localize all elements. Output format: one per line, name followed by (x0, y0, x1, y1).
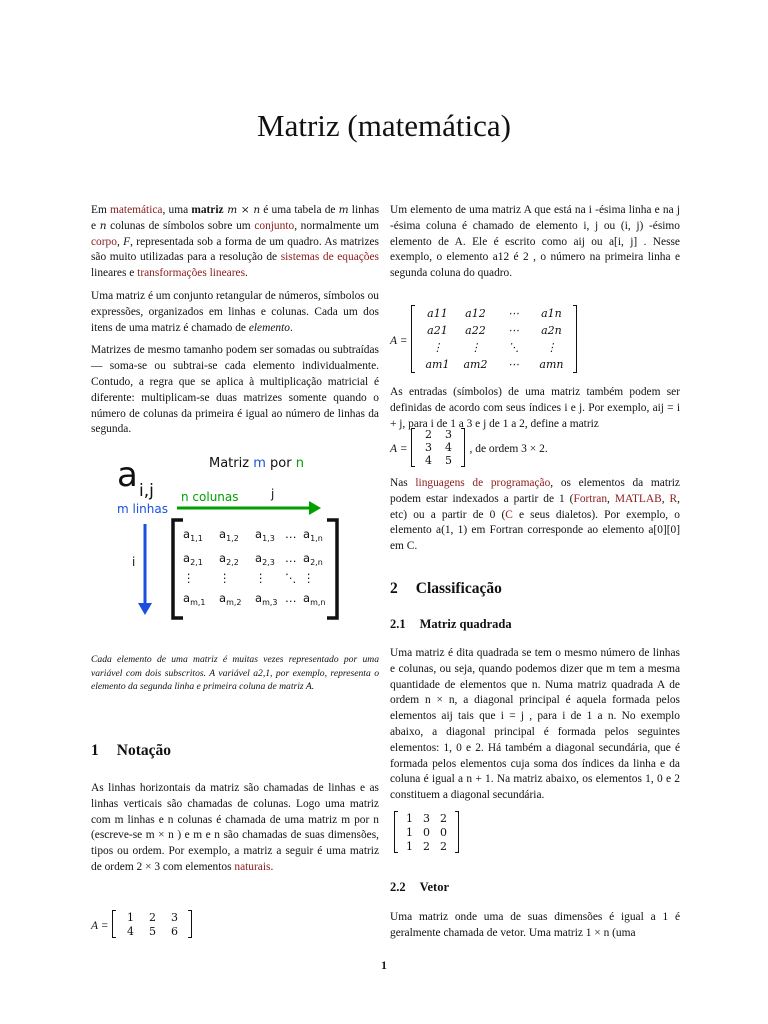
m32-cell: 4 (424, 454, 432, 467)
fig-entry: $a_{2,2}$ (219, 551, 239, 567)
figure-caption: Cada elemento de uma matriz é muitas vezes representado por uma variável com dois subscritos. A variável a2,1, por exemplo, representa o elemento da segunda linha e primeira coluna de matriz A. (91, 654, 379, 692)
fig-entry: $a_{m,1}$ (183, 591, 206, 607)
m33-cell: 3 (423, 811, 430, 825)
m33-cell: 1 (406, 811, 413, 825)
mgen-cell: a11 (427, 307, 448, 320)
fig-entry: ⋮ (303, 571, 315, 585)
fig-entry: ⋮ (255, 571, 267, 585)
link-linguagens[interactable]: linguagens de programação (415, 477, 551, 489)
m33-cell: 0 (440, 825, 447, 839)
fig-matrix-entries (183, 527, 325, 607)
fig-entry: $a_{2,3}$ (255, 551, 275, 567)
fig-entry: … (285, 551, 297, 565)
gen-eq-label: A = (390, 334, 408, 347)
fig-entry: … (285, 591, 297, 605)
m33-cell: 2 (440, 811, 447, 825)
link-transformacoes-lineares[interactable]: transformações lineares (137, 267, 246, 280)
mgen-cell: ⋮ (431, 341, 443, 354)
link-c[interactable]: C (505, 508, 513, 521)
m23-cell: 2 (148, 910, 156, 924)
operations-paragraph: Matrizes de mesmo tamanho podem ser somadas ou subtraídas — soma-se ou subtrai-se cada elemento individualmente. Contudo, a regra que se aplica à multiplicação matricial é diferente: multiplicam-se duas matrizes somente quando o número de colunas da primeira é igual ao número de linhas da segunda. (91, 344, 379, 436)
subsection-2-2-heading: 2.2 Vetor (390, 880, 450, 894)
fig-entry: $a_{1,2}$ (219, 527, 239, 543)
mgen-cell: a12 (465, 307, 486, 320)
fig-green-arrowhead (309, 501, 321, 515)
mgen-cell: a2n (541, 324, 562, 337)
mgen-cell: ⋮ (545, 341, 557, 354)
fig-aij-sub: i,j (139, 481, 154, 501)
matrix-2x3 (108, 910, 196, 941)
mgen-cell: ⋱ (507, 341, 519, 354)
m33-cell: 1 (406, 825, 413, 839)
square-matrix-paragraph: Uma matriz é dita quadrada se tem o mesmo número de linhas e colunas, ou seja, quando podemos dizer que m tem a mesma quantidade de elementos que n. Numa matriz quadrada A de ordem n × n, a diagonal principal é aquela formada pelos elementos aij tais que i = j , para i de 1 a n. No exemplo abaixo, a diagonal principal é formada pelos seguintes elementos: 1, 0 e 2. Há também a diagonal secundária, que é formada pelos elementos cuja soma dos índices da linha e da coluna é igual a n + 1. Na matriz abaixo, os elementos 1, 0 e 2 constituem a diagonal secundária. (390, 647, 680, 802)
vector-block (390, 910, 680, 949)
fig-entry: $a_{m,2}$ (219, 591, 242, 607)
fig-entry: … (285, 527, 297, 541)
mgen-cell: amn (539, 358, 564, 371)
section-1-heading: 1 Notação (91, 742, 171, 759)
general-matrix (407, 305, 581, 376)
programming-paragraph: Nas linguagens de programação, os elementos da matriz podem estar indexados a partir de 1 (Fortran, MATLAB, R, etc) ou a partir de 0 (C e seus dialetos). Por exemplo, o elemento a(1, 1) em Fortran corresponde ao elemento a[0][0] em C. (390, 477, 680, 553)
mgen-cell: a22 (465, 324, 486, 337)
fig-matriz-label: Matriz m por n (209, 456, 304, 471)
mgen-cell: am2 (463, 358, 488, 371)
matrix-3x3 (390, 811, 463, 856)
fig-entry: $a_{1,n}$ (303, 527, 323, 543)
m33-cell: 1 (406, 839, 413, 853)
fig-left-bracket (173, 520, 183, 618)
link-matematica[interactable]: matemática (110, 204, 163, 216)
general-matrix-equation (390, 305, 581, 376)
fig-j: j (271, 487, 275, 501)
square-matrix-block (390, 646, 680, 811)
mgen-cell: a1n (541, 307, 562, 320)
mgen-cell: ⋯ (507, 358, 519, 371)
section-2-heading: 2 Classificação (390, 580, 502, 597)
elements-paragraph: Uma matriz é um conjunto retangular de números, símbolos ou expressões, organizados em linhas e colunas. Cada um dos itens de uma matriz é chamado de elemento. (91, 289, 379, 334)
matrix-3x2-equation (390, 428, 548, 470)
m32-cell: 4 (444, 441, 452, 454)
fig-entry: ⋮ (219, 571, 231, 585)
fig-entry: ⋱ (285, 571, 297, 585)
entries-paragraph: As entradas (símbolos) de uma matriz também podem ser definidas de acordo com seus índices i e j. Por exemplo, aij = i + j, para i de 1 a 3 e j de 1 a 2, define a matriz (390, 386, 680, 430)
programming-block (390, 476, 680, 562)
link-sistemas-equacoes[interactable]: sistemas de equações (280, 251, 379, 264)
mgen-cell: ⋯ (507, 324, 519, 337)
notation-block (91, 781, 379, 883)
notation-paragraph: As linhas horizontais da matriz são chamadas de linhas e as linhas verticais são chamadas de colunas. Logo uma matriz com m linhas e n colunas é chamada de uma matriz m por n (escreve-se m × n ) e m e n são chamadas de suas dimensões, tipos ou ordem. Por exemplo, a matriz a seguir é uma matriz de ordem 2 × 3 com elementos naturais. (91, 782, 379, 873)
page-number: 1 (381, 960, 387, 972)
link-matlab[interactable]: MATLAB (614, 492, 662, 505)
fig-right-bracket (327, 520, 337, 618)
link-conjunto[interactable]: conjunto (254, 219, 295, 232)
matrix-2x3-equation (91, 910, 196, 941)
fig-entry: ⋮ (183, 571, 195, 585)
fig-entry: $a_{m,n}$ (303, 591, 326, 607)
left-column (91, 203, 379, 445)
m23-cell: 4 (126, 924, 134, 938)
order-text: , de ordem 3 × 2. (469, 443, 548, 455)
fig-blue-arrowhead (138, 603, 152, 615)
link-naturais[interactable]: naturais (234, 860, 271, 873)
mgen-cell: a21 (427, 324, 448, 337)
subsection-2-1-heading: 2.1 Matriz quadrada (390, 617, 512, 631)
m23-cell: 1 (126, 910, 134, 924)
m32-cell: 3 (444, 428, 452, 441)
matrix-figure (91, 448, 381, 623)
mgen-cell: am1 (425, 358, 450, 371)
intro-paragraph: Em matemática, uma matriz m × n é uma tabela de m linhas e n colunas de símbolos sobre um conjunto, normalmente um corpo, F, representada sob a forma de um quadro. As matrizes são muito utilizadas para a resolução de sistemas de equações lineares e transformações lineares. (91, 204, 379, 280)
link-corpo[interactable]: corpo (91, 235, 117, 248)
m32-eq-label: A = (390, 443, 408, 455)
right-column (390, 203, 680, 289)
link-r[interactable]: R (669, 492, 678, 505)
fig-entry: $a_{1,3}$ (255, 527, 275, 543)
m33-cell: 2 (423, 839, 430, 853)
m32-cell: 2 (424, 428, 432, 441)
m23-cell: 5 (148, 924, 156, 938)
m32-cell: 5 (444, 454, 452, 467)
fig-entry: $a_{2,n}$ (303, 551, 323, 567)
fig-entry: $a_{m,3}$ (255, 591, 278, 607)
fig-i: i (132, 555, 136, 569)
element-definition-paragraph: Um elemento de uma matriz A que está na i -ésima linha e na j -ésima coluna é chamado de elemento i, j ou (i, j) -ésimo elemento de A. Ele é escrito como aij ou a[i, j] . Nesse exemplo, o elemento a12 é 2 , o número na primeira linha e segunda coluna do quadro. (390, 204, 680, 280)
fig-entry: $a_{2,1}$ (183, 551, 203, 567)
m32-cell: 3 (424, 441, 432, 454)
m33-cell: 2 (440, 839, 447, 853)
fig-m-linhas: m linhas (117, 502, 168, 516)
m23-cell: 3 (170, 910, 178, 924)
eq-label: A = (91, 919, 109, 932)
fig-n-colunas: n colunas (181, 490, 239, 504)
mgen-cell: ⋮ (469, 341, 481, 354)
mgen-cell: ⋯ (507, 307, 519, 320)
page-title: Matriz (matemática) (257, 108, 511, 143)
vector-paragraph: Uma matriz onde uma de suas dimensões é igual a 1 é geralmente chamada de vetor. Uma matriz 1 × n (uma (390, 911, 680, 939)
fig-aij: a (117, 455, 138, 495)
link-fortran[interactable]: Fortran (573, 492, 608, 505)
m33-cell: 0 (423, 825, 430, 839)
fig-entry: $a_{1,1}$ (183, 527, 203, 543)
matrix-3x2 (407, 428, 469, 470)
m23-cell: 6 (170, 924, 178, 938)
